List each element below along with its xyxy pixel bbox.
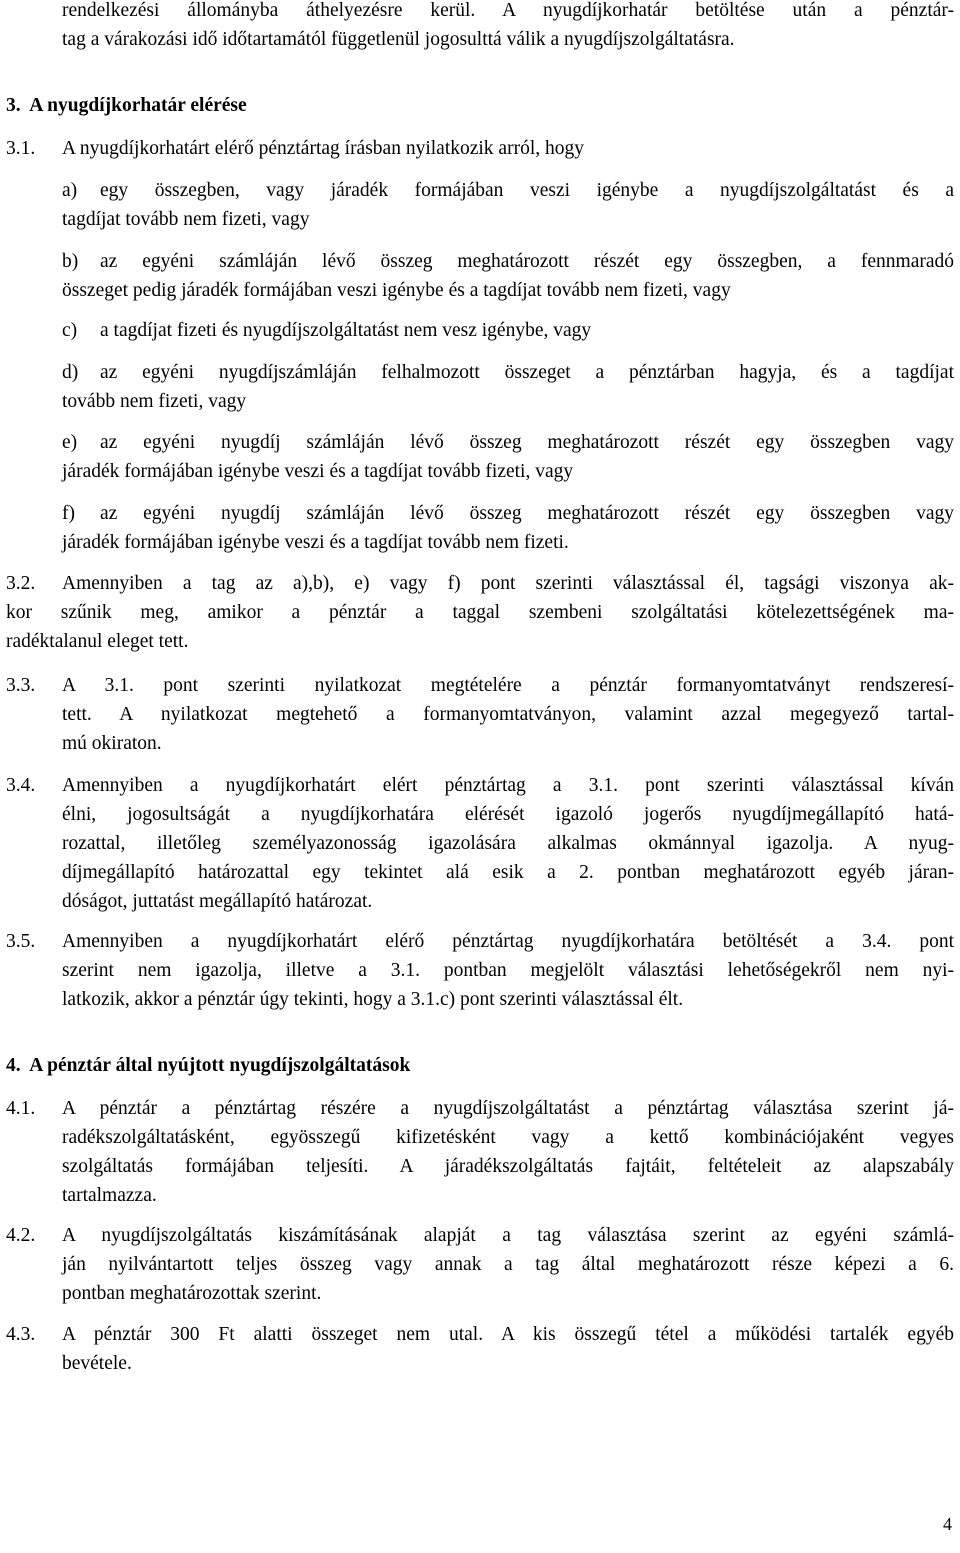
option-text (62, 358, 954, 416)
paragraph-4-1-line-2: radékszolgáltatásként, egyösszegű kifizetésként vagy a kettő kombinációjaként vegyes (62, 1127, 954, 1148)
paragraph-3-2-line-2: kor szűnik meg, amikor a pénztár a taggal szembeni szolgáltatási kötelezettségének ma- (6, 602, 954, 623)
option-text (62, 499, 954, 557)
option-label: a) (62, 180, 78, 201)
paragraph-3-1-number: 3.1. (6, 138, 36, 159)
paragraph-3-4-line-5: dóságot, juttatást megállapító határozat. (62, 891, 373, 912)
option-line-2: járadék formájában igénybe veszi és a tagdíjat tovább fizeti, vagy (62, 461, 574, 482)
paragraph-3-3-number: 3.3. (6, 675, 36, 696)
paragraph-4-3-line-2: bevétele. (62, 1353, 132, 1374)
intro-paragraph (62, 0, 954, 54)
paragraph-3-2-line-3: radéktalanul eleget tett. (6, 631, 189, 652)
paragraph-4-3 (62, 1320, 954, 1378)
paragraph-3-5-number: 3.5. (6, 931, 36, 952)
paragraph-4-2-line-1: A nyugdíjszolgáltatás kiszámításának alapját a tag választása szerint az egyéni számlá- (62, 1225, 954, 1246)
option-label: f) (62, 503, 75, 524)
option-line-1: az egyéni számláján lévő összeg meghatározott részét egy összegben, a fennmaradó (100, 251, 954, 272)
option-text (62, 247, 954, 305)
paragraph-3-3 (62, 671, 954, 758)
option-text (62, 316, 954, 345)
paragraph-4-2-number: 4.2. (6, 1225, 36, 1246)
option-line-1: az egyéni nyugdíj számláján lévő összeg meghatározott részét egy összegben vagy (100, 432, 954, 453)
option-line-1: egy összegben, vagy járadék formájában veszi igénybe a nyugdíjszolgáltatást és a (100, 180, 954, 201)
paragraph-3-5-line-3: latkozik, akkor a pénztár úgy tekinti, hogy a 3.1.c) pont szerinti választással élt. (62, 989, 684, 1010)
option-label: d) (62, 362, 79, 383)
option-line-2: járadék formájában igénybe veszi és a tagdíjat tovább nem fizeti. (62, 532, 569, 553)
option-line-1: az egyéni nyugdíjszámláján felhalmozott összeget a pénztárban hagyja, és a tagdíjat (100, 362, 954, 383)
paragraph-3-1-text: A nyugdíjkorhatárt elérő pénztártag írásban nyilatkozik arról, hogy (62, 138, 584, 159)
page-number: 4 (943, 1514, 952, 1534)
option-text (62, 176, 954, 234)
paragraph-4-1-line-3: szolgáltatás formájában teljesíti. A járadékszolgáltatás fajtáit, feltételeit az alapszabály (62, 1156, 954, 1177)
section-4-heading: 4. A pénztár által nyújtott nyugdíjszolgáltatások (6, 1055, 411, 1076)
option-label: c) (62, 320, 78, 341)
paragraph-4-2 (62, 1221, 954, 1308)
paragraph-3-4-line-4: díjmegállapító határozattal egy tekintet alá esik a 2. pontban meghatározott egyéb járan- (62, 862, 954, 883)
paragraph-3-5 (62, 927, 954, 1014)
paragraph-3-2-line-1: Amennyiben a tag az a),b), e) vagy f) pont szerinti választással él, tagsági viszonya ak- (62, 573, 954, 594)
option-line-1: az egyéni nyugdíj számláján lévő összeg meghatározott részét egy összegben vagy (100, 503, 954, 524)
paragraph-3-3-line-1: A 3.1. pont szerinti nyilatkozat megtételére a pénztár formanyomtatványt rendszeresí- (62, 675, 954, 696)
paragraph-3-3-line-3: mú okiraton. (62, 733, 162, 754)
option-line-2: tovább nem fizeti, vagy (62, 391, 247, 412)
option-label: b) (62, 251, 79, 272)
paragraph-4-1-number: 4.1. (6, 1098, 36, 1119)
intro-line-1: rendelkezési állományba áthelyezésre kerül. A nyugdíjkorhatár betöltése után a pénztár- (62, 0, 954, 21)
paragraph-3-4 (62, 771, 954, 916)
paragraph-3-2-number: 3.2. (6, 573, 36, 594)
paragraph-3-4-number: 3.4. (6, 775, 36, 796)
paragraph-4-2-line-3: pontban meghatározottak szerint. (62, 1283, 322, 1304)
paragraph-3-5-line-2: szerint nem igazolja, illetve a 3.1. pontban megjelölt választási lehetőségekről nem nyi- (62, 960, 954, 981)
option-line-2: összeget pedig járadék formájában veszi igénybe és a tagdíjat tovább nem fizeti, vagy (62, 280, 731, 301)
option-label: e) (62, 432, 78, 453)
paragraph-4-1 (62, 1094, 954, 1210)
option-line-2: tagdíjat tovább nem fizeti, vagy (62, 209, 310, 230)
option-line-1: a tagdíjat fizeti és nyugdíjszolgáltatást nem vesz igénybe, vagy (100, 320, 592, 341)
paragraph-3-4-line-2: élni, jogosultságát a nyugdíjkorhatára elérését igazoló jogerős nyugdíjmegállapító hatá- (62, 804, 954, 825)
paragraph-3-3-line-2: tett. A nyilatkozat megtehető a formanyomtatványon, valamint azzal megegyező tartal- (62, 704, 954, 725)
paragraph-4-2-line-2: ján nyilvántartott teljes összeg vagy annak a tag által meghatározott része képezi a 6. (62, 1254, 954, 1275)
option-text (62, 428, 954, 486)
paragraph-4-1-line-1: A pénztár a pénztártag részére a nyugdíjszolgáltatást a pénztártag választása szerint já- (62, 1098, 954, 1119)
intro-line-2: tag a várakozási idő időtartamától függetlenül jogosulttá válik a nyugdíjszolgáltatásra. (62, 29, 735, 50)
paragraph-4-1-line-4: tartalmazza. (62, 1185, 157, 1206)
section-3-heading: 3. A nyugdíjkorhatár elérése (6, 95, 247, 116)
paragraph-3-4-line-1: Amennyiben a nyugdíjkorhatárt elért pénztártag a 3.1. pont szerinti választással kíván (62, 775, 954, 796)
paragraph-3-4-line-3: rozattal, illetőleg személyazonosság igazolására alkalmas okmánnyal igazolja. A nyug- (62, 833, 954, 854)
paragraph-4-3-line-1: A pénztár 300 Ft alatti összeget nem utal. A kis összegű tétel a működési tartalék egyéb (62, 1324, 954, 1345)
paragraph-3-5-line-1: Amennyiben a nyugdíjkorhatárt elérő pénztártag nyugdíjkorhatára betöltését a 3.4. pont (62, 931, 954, 952)
paragraph-4-3-number: 4.3. (6, 1324, 36, 1345)
